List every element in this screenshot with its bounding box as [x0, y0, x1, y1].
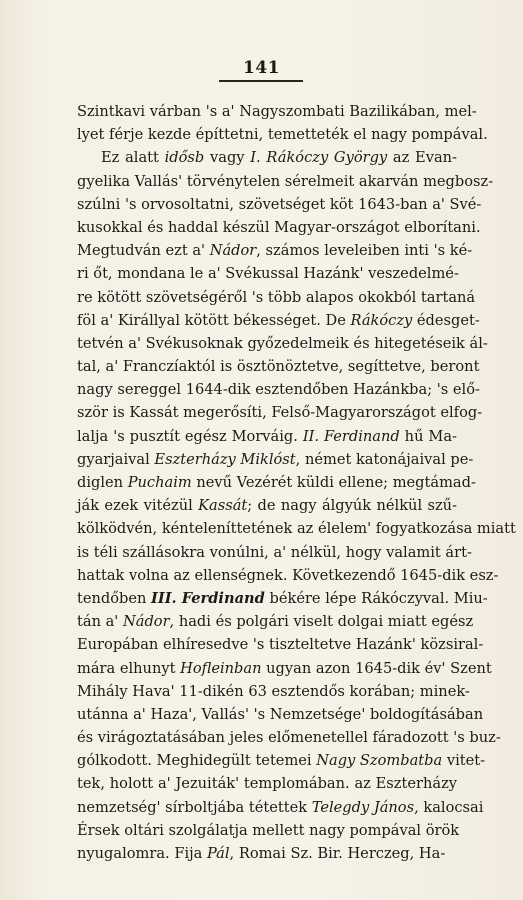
text-segment: nemzetség' sírboltjába tétettek: [77, 798, 312, 816]
text-segment: hű Ma-: [399, 427, 457, 445]
text-line: [77, 772, 457, 795]
emphasized-text: Eszterházy Miklóst: [154, 450, 296, 468]
emphasized-text: Nádor: [209, 242, 257, 260]
text-segment: ugyan azon 1645-dik év' Szent: [261, 659, 492, 677]
text-line: [77, 842, 457, 865]
text-line: [77, 193, 482, 216]
text-segment: ; de nagy álgyúk nélkül szű-: [247, 497, 457, 515]
text-segment: nagy sereggel 1644-dik esztendőben Hazánkba; 's elő-: [77, 381, 480, 399]
text-segment: békére lépe Rákóczyval. Miu-: [264, 589, 488, 607]
text-segment: Megtudván ezt a': [77, 242, 210, 260]
text-segment: , kalocsai: [414, 798, 484, 816]
text-segment: nyugalomra. Fija: [77, 845, 207, 862]
emphasized-text: Rákóczy: [350, 311, 413, 329]
text-line: [77, 286, 476, 309]
text-line: [77, 146, 457, 169]
text-segment: Mihály Hava' 11-dikén 63 esztendős korában; minek-: [77, 682, 470, 700]
text-segment: tán a': [77, 613, 123, 631]
text-segment: ri őt, mondana le a' Svékussal Hazánk' veszedelmé-: [77, 265, 459, 283]
text-line: [77, 262, 457, 285]
emphasized-text: Hofleinban: [180, 659, 262, 677]
text-line: [77, 587, 488, 610]
text-segment: Érsek oltári szolgálatja mellett nagy pompával örök: [77, 821, 460, 839]
text-segment: vitet-: [442, 752, 486, 770]
emphasized-text: Kassát: [198, 497, 248, 515]
text-line: [77, 471, 476, 494]
text-segment: vagy: [204, 149, 251, 167]
text-line: [77, 517, 516, 540]
text-line: [77, 170, 494, 193]
text-segment: nevű Vezérét küldi ellene; megtámad-: [191, 474, 476, 491]
emphasized-text: idősb: [164, 149, 205, 167]
text-segment: , német katonájaival pe-: [295, 450, 474, 468]
text-line: [77, 309, 480, 332]
text-segment: utánna a' Haza', Vallás' 's Nemzetsége' boldogításában: [77, 705, 484, 723]
text-segment: föl a' Királlyal kötött békességet. De: [77, 311, 351, 329]
text-segment: Europában elhíresedve 's tiszteltetve Hazánk' közsiral-: [77, 636, 484, 654]
text-segment: is téli szállásokra vonúlni, a' nélkül, hogy valamit árt-: [77, 543, 472, 561]
text-line: [77, 239, 473, 262]
text-segment: Szintkavi várban 's a' Nagyszombati Bazilikában, mel-: [77, 103, 477, 120]
text-segment: kusokkal és haddal készül Magyar-országot elborítani.: [77, 218, 481, 236]
text-segment: , számos leveleiben inti 's ké-: [256, 242, 473, 260]
text-line: [77, 401, 483, 424]
text-segment: szúlni 's orvosoltatni, szövetséget köt 1643-ban a' Své-: [77, 195, 482, 213]
text-segment: ják ezek vitézül: [77, 497, 199, 515]
page-number: 141: [243, 58, 280, 78]
text-line: [77, 355, 480, 378]
text-segment: hattak volna az ellenségnek. Következendő 1645-dik esz-: [77, 566, 499, 584]
text-segment: kölködvén, kénteleníttetének az élelem' fogyatkozása miatt: [77, 520, 516, 538]
text-segment: ször is Kassát megerősíti, Felső-Magyarországot elfog-: [77, 404, 483, 422]
text-segment: és virágoztatásában jeles előmenetellel fáradozott 's buz-: [77, 729, 501, 747]
text-line: [77, 749, 486, 772]
text-segment: gólkodott. Meghidegült tetemei: [77, 752, 317, 770]
emphasized-text: II. Ferdinand: [302, 427, 400, 445]
text-line: [77, 680, 470, 703]
text-segment: az Evan-: [387, 149, 457, 167]
text-segment: , hadi és polgári viselt dolgai miatt egész: [169, 613, 474, 631]
text-segment: , Romai Sz. Bir. Herczeg, Ha-: [229, 845, 446, 862]
text-segment: diglen: [77, 474, 128, 491]
text-segment: lyet férje kezde építtetni, temetteték el nagy pompával.: [77, 126, 488, 144]
text-line: [77, 425, 457, 448]
page-body-text: [77, 100, 516, 865]
text-line: [77, 819, 460, 842]
text-line: [77, 332, 488, 355]
text-segment: tal, a' Franczíaktól is ösztönöztetve, segíttetve, beront: [77, 358, 480, 376]
emphasized-text: Puchaim: [127, 474, 192, 491]
emphasized-text: Telegdy János: [311, 798, 415, 816]
text-segment: tendőben: [77, 589, 152, 607]
text-line: [77, 703, 484, 726]
text-line: [77, 657, 492, 680]
text-segment: gyarjaival: [77, 450, 155, 468]
text-segment: mára elhunyt: [77, 659, 181, 677]
emphasized-text: Nádor: [122, 613, 170, 631]
text-line: [77, 541, 472, 564]
text-segment: tetvén a' Svékusoknak győzedelmeik és hitegetéseik ál-: [77, 334, 488, 352]
text-line: [77, 378, 480, 401]
text-segment: Ez alatt: [101, 149, 165, 167]
emphasized-text: III. Ferdinand: [151, 589, 265, 607]
emphasized-text: Nagy Szombatba: [316, 752, 443, 770]
text-line: [77, 123, 488, 146]
text-segment: re kötött szövetségéről 's több alapos okokból tartaná: [77, 288, 476, 306]
text-line: [77, 448, 474, 471]
text-line: [77, 726, 501, 749]
header-rule: [219, 80, 303, 82]
text-line: [77, 610, 474, 633]
text-line: [77, 633, 484, 656]
text-segment: édesget-: [412, 311, 480, 329]
emphasized-text: I. Rákóczy György: [250, 149, 388, 167]
text-line: [77, 796, 484, 819]
text-line: [77, 564, 499, 587]
text-line: [77, 100, 477, 123]
text-line: [77, 494, 457, 517]
text-line: [77, 216, 481, 239]
text-segment: tek, holott a' Jezuiták' templomában. az Eszterházy: [77, 775, 457, 793]
text-segment: gyelika Vallás' törvénytelen sérelmeit akarván megbosz-: [77, 172, 494, 190]
emphasized-text: Pál: [207, 845, 230, 862]
text-segment: lalja 's pusztít egész Morváig.: [77, 427, 303, 445]
